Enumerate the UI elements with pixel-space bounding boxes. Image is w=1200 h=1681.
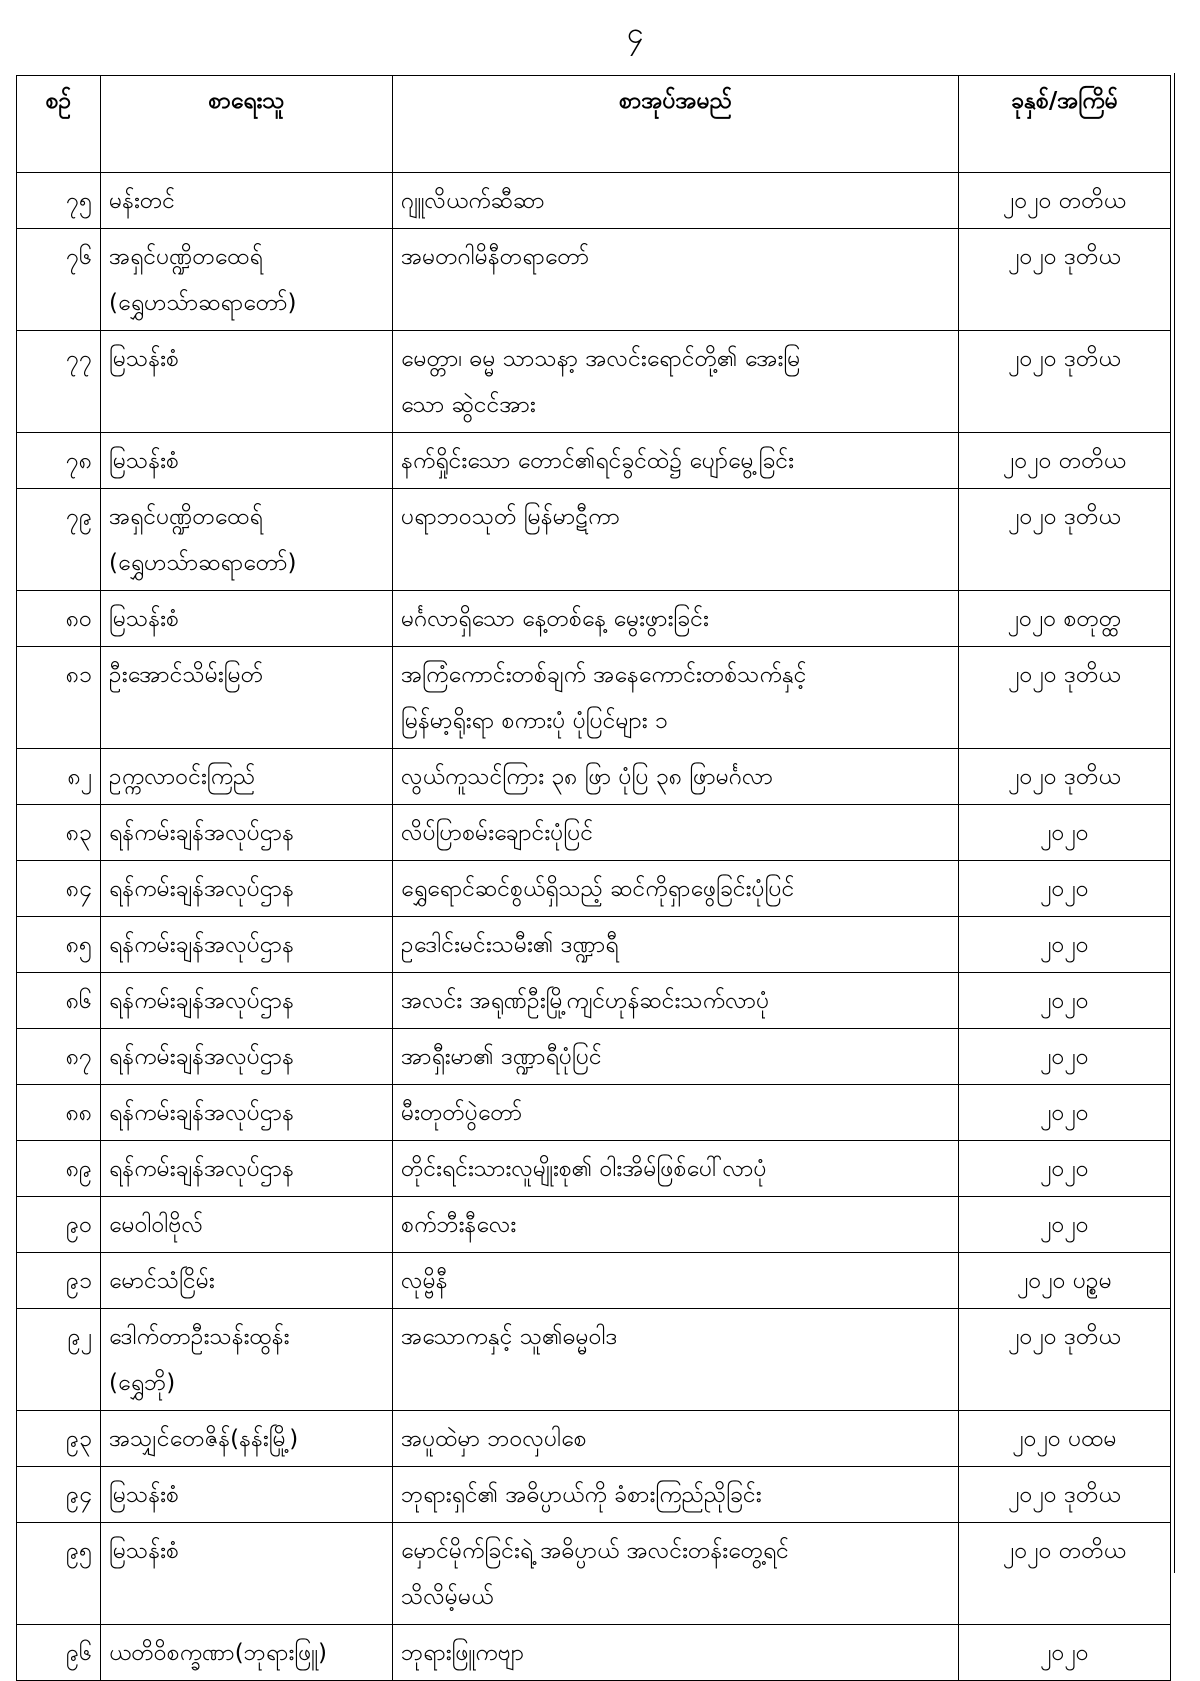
title-cell — [393, 861, 959, 917]
author-cell — [101, 805, 393, 861]
title-line: လိပ်ပြာစမ်းချောင်းပုံပြင် — [401, 820, 594, 846]
row-number: ၉၅ — [17, 1523, 101, 1625]
year-edition-cell: ၂၀၂၀ စတုတ္ထ — [959, 591, 1171, 647]
row-number: ၉၃ — [17, 1411, 101, 1467]
title-cell — [393, 1309, 959, 1411]
author-line: ရန်ကမ်းချန်အလုပ်ဌာန — [109, 932, 294, 958]
title-line: လွယ်ကူသင်ကြား ၃၈ ဖြာ ပုံပြ ၃၈ ဖြာမင်္ဂလာ — [401, 764, 774, 790]
title-line: ဥဒေါင်းမင်းသမီး၏ ဒဏ္ဍာရီ — [401, 932, 619, 958]
title-cell — [393, 917, 959, 973]
author-cell — [101, 173, 393, 229]
year-edition-cell: ၂၀၂၀ တတိယ — [959, 1523, 1171, 1625]
table-row — [17, 1411, 1171, 1467]
title-line: အလင်း အရုဏ်ဦးမြို့ကျင်ဟုန်ဆင်းသက်လာပုံ — [401, 988, 770, 1014]
title-cell — [393, 805, 959, 861]
author-line: မြသန်းစံ — [109, 1482, 179, 1508]
author-cell — [101, 1523, 393, 1625]
author-line: ရန်ကမ်းချန်အလုပ်ဌာန — [109, 1156, 294, 1182]
table-row — [17, 489, 1171, 591]
row-number: ၈၆ — [17, 973, 101, 1029]
author-line: ရန်ကမ်းချန်အလုပ်ဌာန — [109, 1100, 294, 1126]
author-cell — [101, 1141, 393, 1197]
row-number: ၉၄ — [17, 1467, 101, 1523]
title-line: မင်္ဂလာရှိသော နေ့တစ်နေ့ မွေးဖွားခြင်း — [401, 606, 709, 632]
title-line: ပရာဘဝသုတ် မြန်မာဋီကာ — [401, 504, 621, 530]
table-row — [17, 749, 1171, 805]
author-line: အရှင်ပဏ္ဍိတထေရ် — [109, 504, 263, 530]
author-line: (ရွှေဘို) — [109, 1370, 176, 1396]
title-cell — [393, 1411, 959, 1467]
year-edition-cell: ၂၀၂၀ ပထမ — [959, 1411, 1171, 1467]
title-cell — [393, 1197, 959, 1253]
title-line: သိလိမ့်မယ် — [401, 1584, 494, 1610]
author-cell — [101, 331, 393, 433]
table-row — [17, 1197, 1171, 1253]
year-edition-cell: ၂၀၂၀ တတိယ — [959, 433, 1171, 489]
title-cell — [393, 973, 959, 1029]
title-line: ဘုရားရှင်၏ အဓိပ္ပာယ်ကို ခံစားကြည်ညိုခြင်း — [401, 1482, 762, 1508]
header-year-edition: ခုနှစ်/အကြိမ် — [959, 76, 1171, 173]
year-edition-cell: ၂၀၂၀ — [959, 1197, 1171, 1253]
year-edition-cell: ၂၀၂၀ ဒုတိယ — [959, 1467, 1171, 1523]
table-row — [17, 1253, 1171, 1309]
author-cell — [101, 489, 393, 591]
table-row — [17, 917, 1171, 973]
title-cell — [393, 229, 959, 331]
table-row — [17, 1467, 1171, 1523]
author-cell — [101, 1411, 393, 1467]
author-cell — [101, 1197, 393, 1253]
author-line: မောင်သံငြိမ်း — [109, 1268, 215, 1294]
title-cell — [393, 173, 959, 229]
year-edition-cell: ၂၀၂၀ ပဉ္စမ — [959, 1253, 1171, 1309]
year-edition-cell: ၂၀၂၀ — [959, 1625, 1171, 1681]
title-line: အမတဂါမိနီတရာတော် — [401, 244, 590, 270]
author-line: မြသန်းစံ — [109, 346, 179, 372]
table-row — [17, 1029, 1171, 1085]
table-row — [17, 1141, 1171, 1197]
row-number: ၇၇ — [17, 331, 101, 433]
row-number: ၉၁ — [17, 1253, 101, 1309]
title-line: သော ဆွဲငင်အား — [401, 392, 536, 418]
author-line: အသျှင်တေဇိန်(နန်းမြို့) — [109, 1426, 299, 1452]
title-line: ဂျူလိယက်ဆီဆာ — [401, 188, 545, 214]
author-line: မေဝါဝါဗိုလ် — [109, 1212, 204, 1238]
author-line: ဥက္ကလာဝင်းကြည် — [109, 764, 256, 790]
author-cell — [101, 1029, 393, 1085]
row-number: ၈၈ — [17, 1085, 101, 1141]
row-number: ၇၆ — [17, 229, 101, 331]
author-cell — [101, 1467, 393, 1523]
table-row — [17, 173, 1171, 229]
header-title: စာအုပ်အမည် — [393, 76, 959, 173]
book-catalog-table — [16, 75, 1171, 1681]
author-line: (ရွှေဟသ်ာဆရာတော်) — [109, 550, 297, 576]
author-line: ရန်ကမ်းချန်အလုပ်ဌာန — [109, 988, 294, 1014]
title-cell — [393, 1085, 959, 1141]
table-row — [17, 1309, 1171, 1411]
table-row — [17, 229, 1171, 331]
title-line: အသောကနှင့် သူ၏ဓမ္မဝါဒ — [401, 1324, 618, 1350]
header-author: စာရေးသူ — [101, 76, 393, 173]
row-number: ၈၉ — [17, 1141, 101, 1197]
table-row — [17, 973, 1171, 1029]
author-cell — [101, 861, 393, 917]
year-edition-cell: ၂၀၂၀ — [959, 1085, 1171, 1141]
title-cell — [393, 1253, 959, 1309]
author-line: မန်းတင် — [109, 188, 176, 214]
title-cell — [393, 1523, 959, 1625]
title-cell — [393, 489, 959, 591]
author-cell — [101, 1253, 393, 1309]
row-number: ၇၈ — [17, 433, 101, 489]
title-line: နက်ရှိုင်းသော တောင်၏ရင်ခွင်ထဲ၌ ပျော်မွေ့ခြင်း — [401, 448, 794, 474]
row-number: ၈၀ — [17, 591, 101, 647]
table-header-row — [17, 76, 1171, 173]
author-cell — [101, 917, 393, 973]
title-cell — [393, 331, 959, 433]
table-row — [17, 805, 1171, 861]
title-cell — [393, 647, 959, 749]
author-line: ရန်ကမ်းချန်အလုပ်ဌာန — [109, 1044, 294, 1070]
author-line: မြသန်းစံ — [109, 606, 179, 632]
year-edition-cell: ၂၀၂၀ — [959, 917, 1171, 973]
table-row — [17, 433, 1171, 489]
year-edition-cell: ၂၀၂၀ — [959, 973, 1171, 1029]
table-row — [17, 1085, 1171, 1141]
author-cell — [101, 229, 393, 331]
title-cell — [393, 1467, 959, 1523]
title-line: ရွှေရောင်ဆင်စွယ်ရှိသည့် ဆင်ကိုရှာဖွေခြင်းပုံပြင် — [401, 876, 795, 902]
row-number: ၈၂ — [17, 749, 101, 805]
author-cell — [101, 1625, 393, 1681]
year-edition-cell: ၂၀၂၀ — [959, 1029, 1171, 1085]
author-cell — [101, 433, 393, 489]
title-line: မှောင်မိုက်ခြင်းရဲ့ အဓိပ္ပာယ် အလင်းတန်းတွေ့ရင် — [401, 1538, 789, 1564]
page-number: ၄ — [626, 16, 644, 51]
year-edition-cell: ၂၀၂၀ ဒုတိယ — [959, 1309, 1171, 1411]
title-line: မီးတုတ်ပွဲတော် — [401, 1100, 523, 1126]
author-line: (ရွှေဟသ်ာဆရာတော်) — [109, 290, 297, 316]
row-number: ၉၀ — [17, 1197, 101, 1253]
title-cell — [393, 591, 959, 647]
title-cell — [393, 1141, 959, 1197]
row-number: ၈၅ — [17, 917, 101, 973]
table-row — [17, 331, 1171, 433]
author-line: ရန်ကမ်းချန်အလုပ်ဌာန — [109, 820, 294, 846]
page-edge-line — [1174, 73, 1175, 1573]
author-cell — [101, 591, 393, 647]
title-cell — [393, 433, 959, 489]
year-edition-cell: ၂၀၂၀ တတိယ — [959, 173, 1171, 229]
row-number: ၉၂ — [17, 1309, 101, 1411]
row-number: ၇၅ — [17, 173, 101, 229]
author-line: အရှင်ပဏ္ဍိတထေရ် — [109, 244, 263, 270]
title-line: တိုင်းရင်းသားလူမျိုးစု၏ ဝါးအိမ်ဖြစ်ပေါ်လာပုံ — [401, 1156, 767, 1182]
table-body — [17, 173, 1171, 1681]
author-cell — [101, 1309, 393, 1411]
title-line: အာရှီးမာ၏ ဒဏ္ဍာရီပုံပြင် — [401, 1044, 602, 1070]
title-cell — [393, 1029, 959, 1085]
table-row — [17, 647, 1171, 749]
title-line: မေတ္တာ၊ ဓမ္မ သာသနာ့ အလင်းရောင်တို့၏ အေးမြ — [401, 346, 801, 372]
year-edition-cell: ၂၀၂၀ ဒုတိယ — [959, 647, 1171, 749]
year-edition-cell: ၂၀၂၀ ဒုတိယ — [959, 229, 1171, 331]
author-cell — [101, 647, 393, 749]
title-line: စက်ဘီးနီလေး — [401, 1212, 517, 1238]
year-edition-cell: ၂၀၂၀ — [959, 861, 1171, 917]
title-line: မြန်မာ့ရိုးရာ စကားပုံ ပုံပြင်များ ၁ — [401, 708, 668, 734]
author-cell — [101, 1085, 393, 1141]
year-edition-cell: ၂၀၂၀ ဒုတိယ — [959, 749, 1171, 805]
row-number: ၇၉ — [17, 489, 101, 591]
author-cell — [101, 749, 393, 805]
title-line: အကြံကောင်းတစ်ချက် အနေကောင်းတစ်သက်နှင့် — [401, 662, 807, 688]
row-number: ၉၆ — [17, 1625, 101, 1681]
author-line: ဒေါက်တာဦးသန်းထွန်း — [109, 1324, 290, 1350]
table-row — [17, 591, 1171, 647]
row-number: ၈၇ — [17, 1029, 101, 1085]
table-row — [17, 1523, 1171, 1625]
year-edition-cell: ၂၀၂၀ ဒုတိယ — [959, 331, 1171, 433]
title-cell — [393, 749, 959, 805]
year-edition-cell: ၂၀၂၀ — [959, 805, 1171, 861]
title-line: ဘုရားဖြူကဗျာ — [401, 1640, 525, 1666]
author-line: ဦးအောင်သိမ်းမြတ် — [109, 662, 264, 688]
title-line: အပူထဲမှာ ဘဝလှပါစေ — [401, 1426, 587, 1452]
table-row — [17, 861, 1171, 917]
year-edition-cell: ၂၀၂၀ ဒုတိယ — [959, 489, 1171, 591]
row-number: ၈၄ — [17, 861, 101, 917]
table-row — [17, 1625, 1171, 1681]
row-number: ၈၃ — [17, 805, 101, 861]
header-no: စဉ် — [17, 76, 101, 173]
author-line: မြသန်းစံ — [109, 1538, 179, 1564]
title-cell — [393, 1625, 959, 1681]
author-line: မြသန်းစံ — [109, 448, 179, 474]
author-cell — [101, 973, 393, 1029]
author-line: ယတိဝိစက္ခဏာ(ဘုရားဖြူ) — [109, 1640, 327, 1666]
title-line: လုမ္ဗိနီ — [401, 1268, 448, 1294]
row-number: ၈၁ — [17, 647, 101, 749]
author-line: ရန်ကမ်းချန်အလုပ်ဌာန — [109, 876, 294, 902]
year-edition-cell: ၂၀၂၀ — [959, 1141, 1171, 1197]
